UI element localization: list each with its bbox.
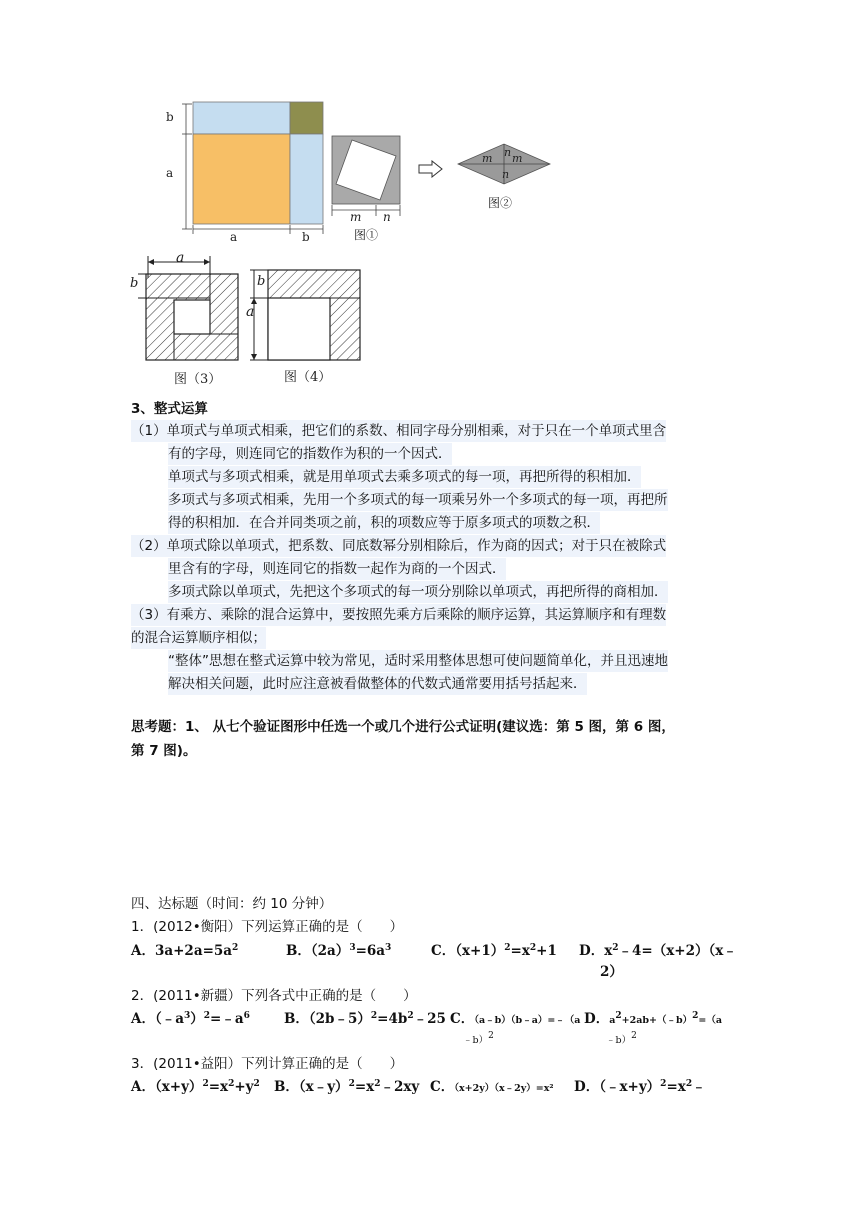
q1-option-c: C．$(x+1)^2=x^2+1$ bbox=[431, 943, 557, 959]
figure-1-caption: 图① bbox=[354, 228, 379, 242]
q1-option-d: D．$x^2﹣4=(x+2)(x﹣$ bbox=[579, 943, 737, 959]
q2-option-d-cont: ﹣b）$^2$ bbox=[606, 1031, 637, 1046]
q1-stem: 1．(2012•衡阳）下列运算正确的是（ ） bbox=[131, 919, 404, 935]
figure-3 bbox=[128, 248, 240, 387]
label-a-left: a bbox=[166, 166, 174, 180]
p1-line5: 得的积相加．在合并同类项之前，积的项数应等于原多项式的项数之积． bbox=[168, 512, 600, 534]
p3-line3: “整体”思想在整式运算中较为常见，适时采用整体思想可使问题简单化，并且迅速地 bbox=[168, 650, 668, 672]
q1-option-d-cont: 2） bbox=[600, 964, 623, 980]
q3-option-a: A．$(x+y)^2=x^2+y^2$ bbox=[131, 1079, 260, 1095]
fig2-label-m1: m bbox=[482, 152, 493, 165]
label-b-bottom: b bbox=[302, 230, 310, 244]
label-a-bottom: a bbox=[230, 230, 238, 244]
q1-option-a: A．$3a+2a=5a^2$ bbox=[131, 943, 239, 959]
p1-line2: 有的字母，则连同它的指数作为积的一个因式． bbox=[168, 443, 452, 465]
q3-option-b: B．$(x﹣y)^2=x^2﹣2xy$ bbox=[274, 1079, 420, 1095]
fig3-label-a: a bbox=[176, 250, 185, 266]
p3-line2: 的混合运算顺序相似； bbox=[131, 627, 266, 649]
figure-3-caption: 图（3） bbox=[174, 372, 222, 387]
label-n: n bbox=[383, 210, 391, 224]
figure-2-caption: 图② bbox=[488, 196, 513, 210]
figure-4-caption: 图（4） bbox=[284, 370, 332, 385]
fig4-label-b: b bbox=[257, 274, 266, 289]
thinking-line1: 思考题：1、 从七个验证图形中任选一个或几个进行公式证明(建议选：第 5 图，第 6 图， bbox=[131, 719, 675, 735]
q2-option-b: B．$(2b﹣5)^2=4b^2﹣25$ bbox=[284, 1011, 446, 1027]
p3-line4: 解决相关问题，此时应注意被看做整体的代数式通常要用括号括起来． bbox=[168, 673, 587, 695]
q2-option-a: A．$(﹣a^3)^2=﹣a^6$ bbox=[131, 1011, 250, 1027]
p2-line3: 多项式除以单项式，先把这个多项式的每一项分别除以单项式，再把所得的商相加． bbox=[168, 581, 668, 603]
figure-4 bbox=[244, 264, 364, 385]
figure-2 bbox=[456, 142, 552, 210]
p2-line2: 里含有的字母，则连同它的指数一起作为商的一个因式． bbox=[168, 558, 506, 580]
p1-line4: 多项式与多项式相乘，先用一个多项式的每一项乘另外一个多项式的每一项，再把所 bbox=[168, 489, 668, 511]
figure-1 bbox=[330, 134, 406, 242]
transform-arrow-icon bbox=[418, 160, 444, 178]
label-b-left: b bbox=[166, 110, 174, 124]
p2-line1: （2）单项式除以单项式，把系数、同底数幂分别相除后，作为商的因式；对于只在被除式 bbox=[131, 535, 666, 557]
fig2-label-m2: m bbox=[512, 152, 523, 165]
p1-line1: （1）单项式与单项式相乘，把它们的系数、相同字母分别相乘，对于只在一个单项式里含 bbox=[131, 420, 666, 442]
q2-option-c-cont: ﹣b）$^2$ bbox=[463, 1031, 494, 1046]
q3-option-d: D．$(﹣x+y)^2=x^2﹣$ bbox=[574, 1079, 706, 1095]
fig4-label-a: a bbox=[246, 304, 255, 320]
q1-option-b: B．$(2a)^3=6a^3$ bbox=[286, 943, 392, 959]
section-3-title: 3、整式运算 bbox=[131, 401, 208, 417]
square-expansion-figure bbox=[160, 96, 335, 246]
section-4-title: 四、达标题（时间：约 10 分钟） bbox=[131, 896, 333, 912]
q3-option-c: C．（x+2y）（x﹣2y）=x² bbox=[430, 1079, 554, 1095]
q2-stem: 2．(2011•新疆）下列各式中正确的是（ ） bbox=[131, 988, 417, 1004]
q3-stem: 3．(2011•益阳）下列计算正确的是（ ） bbox=[131, 1056, 404, 1072]
label-m: m bbox=[350, 210, 362, 224]
fig3-label-b: b bbox=[130, 276, 139, 291]
q2-option-c: C．（a﹣b）（b﹣a）=﹣（a bbox=[450, 1011, 581, 1027]
fig2-label-n2: n bbox=[502, 168, 510, 181]
p3-line1: （3）有乘方、乘除的混合运算中，要按照先乘方后乘除的顺序运算，其运算顺序和有理数 bbox=[131, 604, 666, 626]
p1-line3: 单项式与多项式相乘，就是用单项式去乘多项式的每一项，再把所得的积相加． bbox=[168, 466, 641, 488]
q2-option-d: D．$a^2+2ab+(﹣b)^2=(a$ bbox=[584, 1011, 723, 1027]
thinking-line2: 第 7 图)。 bbox=[131, 743, 197, 759]
fig2-label-n1: n bbox=[504, 146, 512, 159]
